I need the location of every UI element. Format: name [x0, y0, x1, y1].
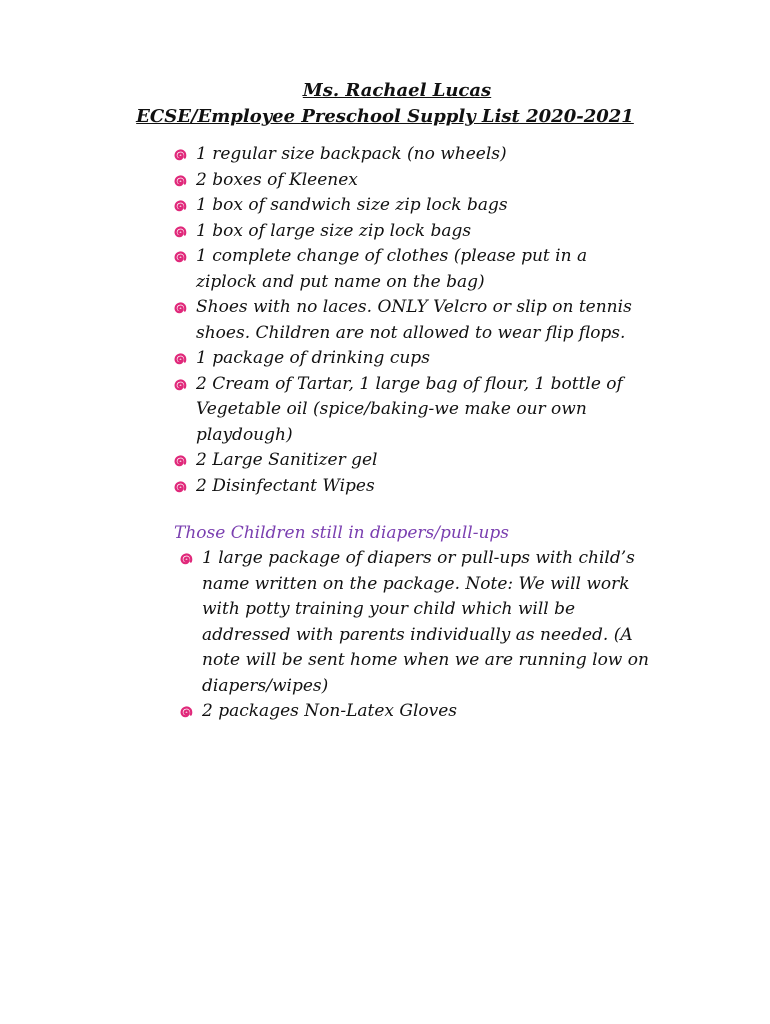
- list-item: [178, 699, 668, 725]
- teacher-name-title: Ms. Rachael Lucas: [302, 80, 492, 101]
- list-item-text: 1 complete change of clothes (please put in a ziplock and put name on the bag): [196, 246, 588, 292]
- list-item-text: 2 packages Non-Latex Gloves: [202, 701, 458, 721]
- swirl-bullet-icon: [172, 197, 188, 213]
- list-item: [172, 295, 652, 346]
- list-item: [172, 193, 652, 219]
- list-item-text: 1 regular size backpack (no wheels): [196, 144, 507, 164]
- swirl-bullet-icon: [178, 550, 194, 566]
- diaper-section-heading: Those Children still in diapers/pull-ups: [174, 523, 510, 543]
- list-item-text: 1 box of sandwich size zip lock bags: [196, 195, 508, 215]
- swirl-bullet-icon: [172, 452, 188, 468]
- swirl-bullet-icon: [172, 350, 188, 366]
- swirl-bullet-icon: [172, 172, 188, 188]
- list-item-text: 2 boxes of Kleenex: [196, 169, 358, 190]
- diaper-supply-list: [178, 546, 668, 725]
- list-item: [172, 168, 652, 194]
- supply-list-title: ECSE/Employee Preschool Supply List 2020-2021: [136, 106, 634, 127]
- list-item: [172, 142, 652, 168]
- swirl-bullet-icon: [172, 299, 188, 315]
- swirl-bullet-icon: [172, 248, 188, 264]
- list-item: [172, 346, 652, 372]
- list-item: [172, 244, 652, 295]
- list-item: [178, 546, 668, 699]
- list-item: [172, 474, 652, 500]
- supply-list: [172, 142, 652, 499]
- list-item-text: Shoes with no laces. ONLY Velcro or slip on tennis shoes. Children are not allowed to wear flip flops.: [196, 297, 632, 343]
- swirl-bullet-icon: [172, 478, 188, 494]
- list-item: [172, 448, 652, 474]
- list-item: [172, 372, 652, 449]
- list-item-text: 2 Cream of Tartar, 1 large bag of flour, 1 bottle of Vegetable oil (spice/baking-we make our own playdough): [196, 373, 623, 445]
- list-item-text: 1 package of drinking cups: [196, 348, 430, 368]
- list-item-text: 2 Disinfectant Wipes: [196, 475, 375, 496]
- swirl-bullet-icon: [172, 223, 188, 239]
- list-item-text: 1 large package of diapers or pull-ups with child’s name written on the package. Note: We will work with potty training your child which will be addressed with parents individually as needed. (A note will be sent home when we are running low on diapers/wipes): [202, 548, 649, 696]
- swirl-bullet-icon: [178, 703, 194, 719]
- list-item-text: 2 Large Sanitizer gel: [196, 450, 378, 470]
- list-item: [172, 219, 652, 245]
- swirl-bullet-icon: [172, 146, 188, 162]
- swirl-bullet-icon: [172, 376, 188, 392]
- list-item-text: 1 box of large size zip lock bags: [196, 220, 472, 241]
